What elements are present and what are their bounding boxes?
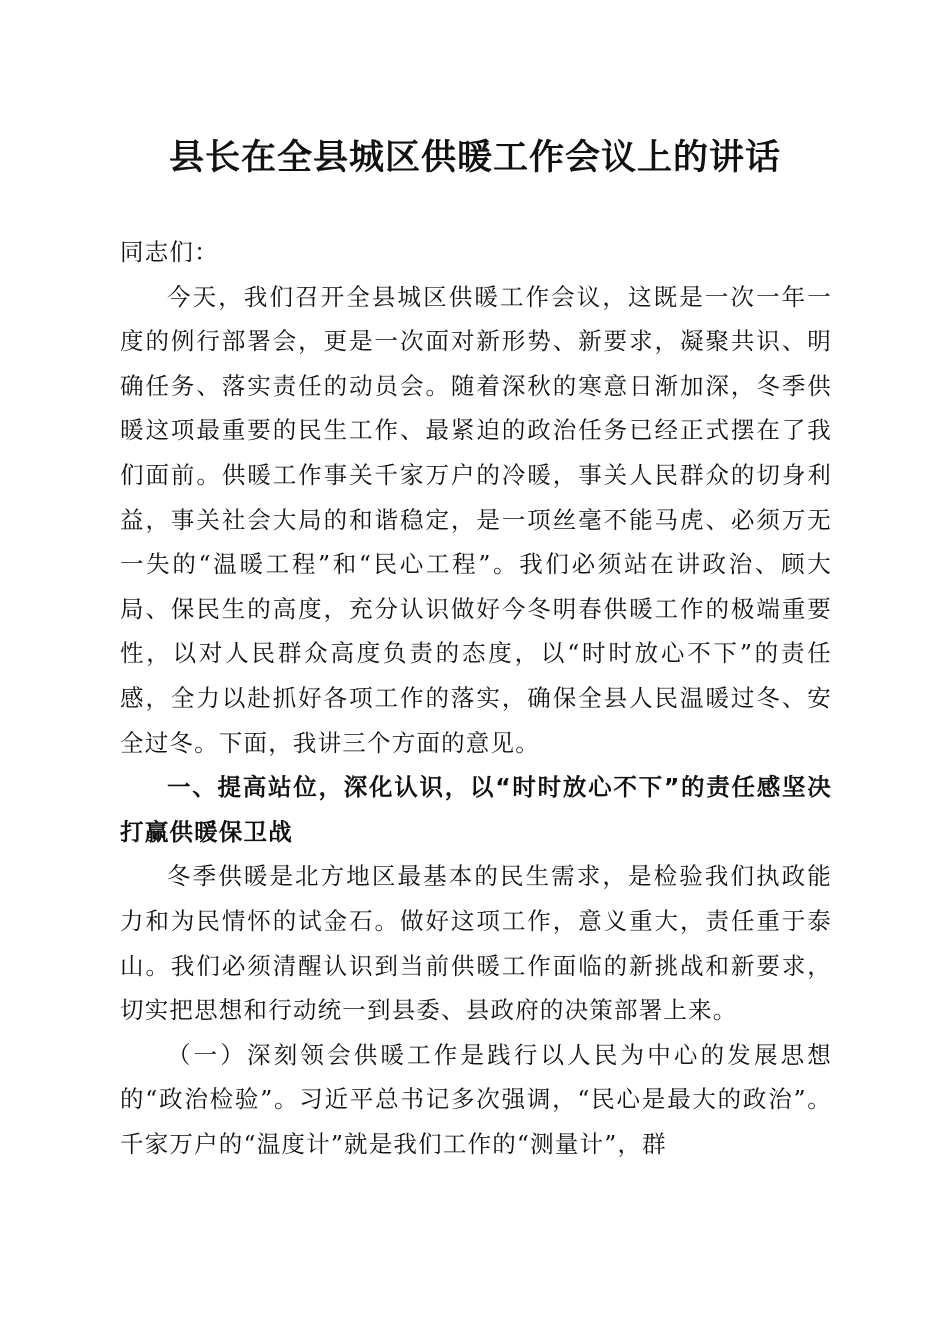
intro-paragraph: 今天，我们召开全县城区供暖工作会议，这既是一次一年一度的例行部署会，更是一次面对新形势、新要求，凝聚共识、明确任务、落实责任的动员会。随着深秋的寒意日渐加深，冬季供暖这项最重要的民生工作、最紧迫的政治任务已经正式摆在了我们面前。供暖工作事关千家万户的冷暖，事关人民群众的切身利益，事关社会大局的和谐稳定，是一项丝毫不能马虎、必须万无一失的“温暖工程”和“民心工程”。我们必须站在讲政治、顾大局、保民生的高度，充分认识做好今冬明春供暖工作的极端重要性，以对人民群众高度负责的态度，以“时时放心不下”的责任感，全力以赴抓好各项工作的落实，确保全县人民温暖过冬、安全过冬。下面，我讲三个方面的意见。 bbox=[120, 282, 832, 757]
salutation: 同志们： bbox=[120, 238, 219, 266]
document-title: 县长在全县城区供暖工作会议上的讲话 bbox=[168, 137, 781, 178]
subsection-1-paragraph: （一）深刻领会供暖工作是践行以人民为中心的发展思想的“政治检验”。习近平总书记多次强调，“民心是最大的政治”。千家万户的“温度计”就是我们工作的“测量计”，群 bbox=[120, 1040, 832, 1158]
section-1-heading: 一、提高站位，深化认识，以“时时放心不下”的责任感坚决打赢供暖保卫战 bbox=[120, 773, 832, 846]
document-body bbox=[120, 230, 832, 1166]
section-1-paragraph: 冬季供暖是北方地区最基本的民生需求，是检验我们执政能力和为民情怀的试金石。做好这项工作，意义重大，责任重于泰山。我们必须清醒认识到当前供暖工作面临的新挑战和新要求，切实把思想和行动统一到县委、县政府的决策部署上来。 bbox=[120, 862, 832, 1025]
